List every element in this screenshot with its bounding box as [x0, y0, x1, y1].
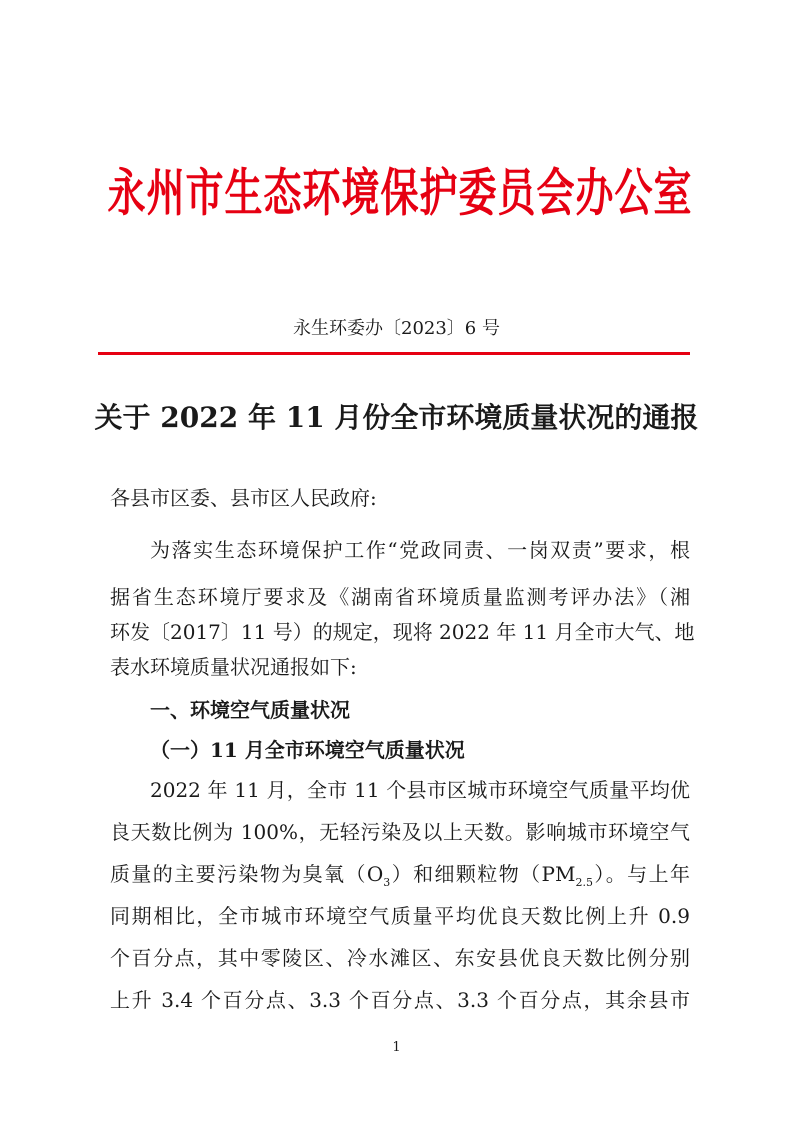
subsection-heading: （一）11 月全市环境空气质量状况	[150, 738, 465, 762]
agency-header: 永州市生态环境保护委员会办公室	[107, 161, 693, 223]
pm-subscript: 2.5	[575, 876, 593, 889]
document-number: 永生环委办〔2023〕6 号	[293, 318, 500, 339]
ozone-subscript: 3	[383, 876, 391, 889]
intro-line-2: 据省生态环境厅要求及《湖南省环境质量监测考评办法》（湘	[110, 585, 690, 609]
body-line-3-a: 质量的主要污染物为臭氧（O	[110, 862, 384, 886]
body-line-3-b: ）和细颗粒物（PM	[390, 862, 576, 886]
intro-line-1: 为落实生态环境保护工作“党政同责、一岗双责”要求，根	[150, 538, 690, 562]
body-line-3	[110, 859, 690, 898]
section-heading: 一、环境空气质量状况	[150, 698, 350, 722]
intro-line-4: 表水环境质量状况通报如下:	[110, 655, 357, 679]
body-line-5: 个百分点，其中零陵区、冷水滩区、东安县优良天数比例分别	[110, 946, 690, 970]
body-line-6: 上升 3.4 个百分点、3.3 个百分点、3.3 个百分点，其余县市	[110, 988, 690, 1012]
body-line-3-c: ）。与上年	[592, 862, 690, 886]
page-number: 1	[392, 1040, 401, 1055]
salutation: 各县市区委、县市区人民政府:	[110, 486, 377, 510]
red-divider	[98, 352, 690, 355]
body-line-4: 同期相比，全市城市环境空气质量平均优良天数比例上升 0.9	[110, 904, 690, 928]
document-title: 关于 2022 年 11 月份全市环境质量状况的通报	[94, 401, 699, 434]
body-line-2: 良天数比例为 100%，无轻污染及以上天数。影响城市环境空气	[110, 820, 690, 844]
intro-line-3: 环发〔2017〕11 号）的规定，现将 2022 年 11 月全市大气、地	[110, 620, 695, 644]
body-line-1: 2022 年 11 月，全市 11 个县市区城市环境空气质量平均优	[150, 778, 690, 802]
